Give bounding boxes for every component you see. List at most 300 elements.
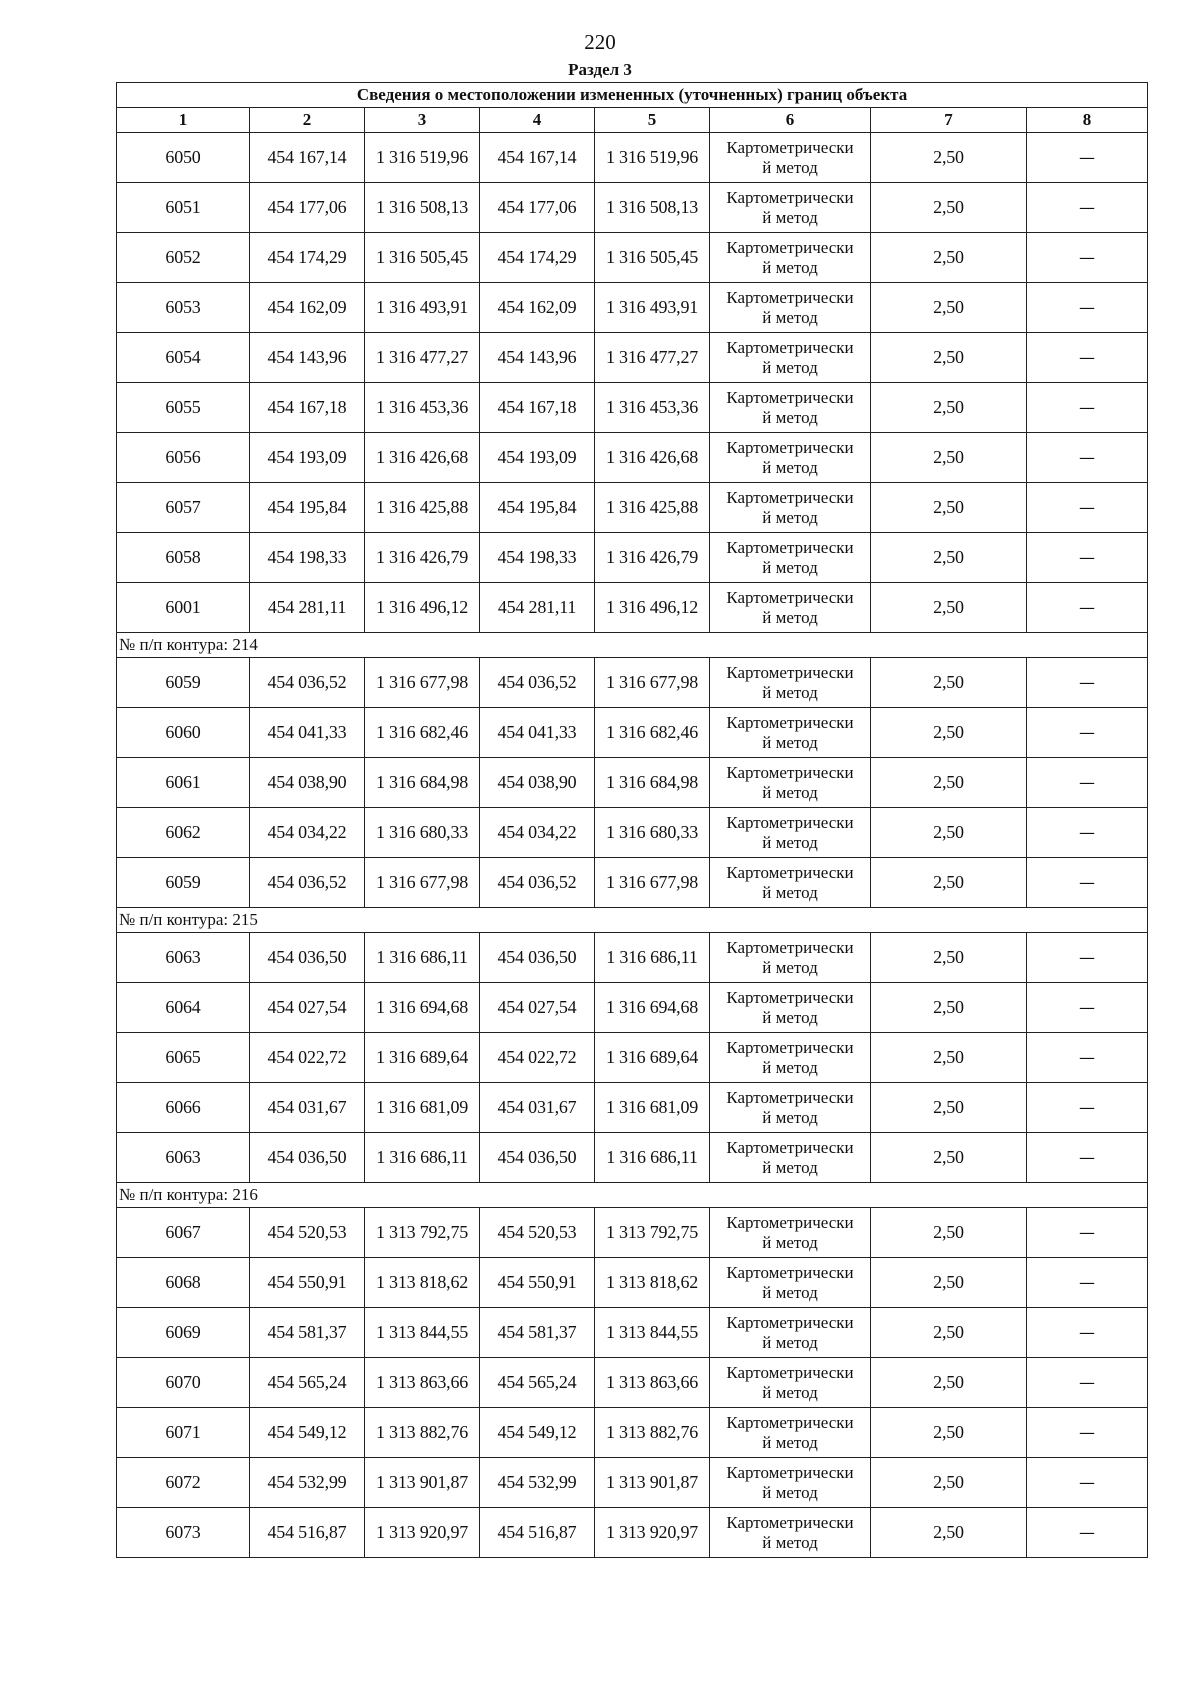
x-new-cell: 454 038,90 (480, 758, 595, 808)
description-cell: — (1027, 583, 1148, 633)
y-existing-cell: 1 316 686,11 (365, 933, 480, 983)
method-line-2: й метод (762, 1532, 818, 1552)
table-row (117, 933, 1148, 983)
y-new-cell: 1 316 686,11 (595, 1133, 710, 1183)
x-new-cell: 454 027,54 (480, 983, 595, 1033)
accuracy-cell: 2,50 (871, 183, 1027, 233)
x-existing-cell: 454 036,50 (250, 1133, 365, 1183)
y-new-cell: 1 313 792,75 (595, 1208, 710, 1258)
method-line-1: Картометрически (726, 1262, 854, 1282)
description-cell: — (1027, 658, 1148, 708)
method-cell (710, 1258, 871, 1308)
point-number-cell: 6064 (117, 983, 250, 1033)
method-cell (710, 283, 871, 333)
x-new-cell: 454 034,22 (480, 808, 595, 858)
table-row (117, 758, 1148, 808)
y-new-cell: 1 316 684,98 (595, 758, 710, 808)
table-row (117, 658, 1148, 708)
method-cell (710, 583, 871, 633)
x-existing-cell: 454 038,90 (250, 758, 365, 808)
method-line-2: й метод (762, 732, 818, 752)
y-new-cell: 1 316 680,33 (595, 808, 710, 858)
table-row (117, 1408, 1148, 1458)
x-new-cell: 454 167,18 (480, 383, 595, 433)
method-line-2: й метод (762, 457, 818, 477)
y-new-cell: 1 316 689,64 (595, 1033, 710, 1083)
column-number: 5 (595, 108, 710, 133)
method-line-1: Картометрически (726, 537, 854, 557)
x-existing-cell: 454 193,09 (250, 433, 365, 483)
table-row (117, 983, 1148, 1033)
accuracy-cell: 2,50 (871, 583, 1027, 633)
method-line-2: й метод (762, 1232, 818, 1252)
accuracy-cell: 2,50 (871, 1358, 1027, 1408)
accuracy-cell: 2,50 (871, 1308, 1027, 1358)
method-cell (710, 183, 871, 233)
y-existing-cell: 1 316 681,09 (365, 1083, 480, 1133)
point-number-cell: 6055 (117, 383, 250, 433)
x-existing-cell: 454 034,22 (250, 808, 365, 858)
contour-label: № п/п контура: 215 (117, 908, 1148, 933)
table-row (117, 533, 1148, 583)
point-number-cell: 6068 (117, 1258, 250, 1308)
method-cell (710, 483, 871, 533)
x-new-cell: 454 036,52 (480, 858, 595, 908)
method-cell (710, 758, 871, 808)
y-new-cell: 1 313 901,87 (595, 1458, 710, 1508)
method-line-2: й метод (762, 1007, 818, 1027)
x-existing-cell: 454 167,14 (250, 133, 365, 183)
method-line-2: й метод (762, 1382, 818, 1402)
method-line-1: Картометрически (726, 1412, 854, 1432)
method-line-1: Картометрически (726, 1087, 854, 1107)
method-line-1: Картометрически (726, 187, 854, 207)
method-line-2: й метод (762, 1282, 818, 1302)
method-line-2: й метод (762, 1157, 818, 1177)
method-line-2: й метод (762, 407, 818, 427)
point-number-cell: 6059 (117, 658, 250, 708)
accuracy-cell: 2,50 (871, 933, 1027, 983)
accuracy-cell: 2,50 (871, 1033, 1027, 1083)
method-cell (710, 1508, 871, 1558)
x-new-cell: 454 036,52 (480, 658, 595, 708)
table-row (117, 1083, 1148, 1133)
y-existing-cell: 1 316 684,98 (365, 758, 480, 808)
table-row (117, 1208, 1148, 1258)
accuracy-cell: 2,50 (871, 383, 1027, 433)
method-line-1: Картометрически (726, 712, 854, 732)
accuracy-cell: 2,50 (871, 658, 1027, 708)
table-row (117, 233, 1148, 283)
method-line-2: й метод (762, 557, 818, 577)
x-new-cell: 454 550,91 (480, 1258, 595, 1308)
y-existing-cell: 1 316 682,46 (365, 708, 480, 758)
y-new-cell: 1 313 818,62 (595, 1258, 710, 1308)
point-number-cell: 6063 (117, 933, 250, 983)
description-cell: — (1027, 533, 1148, 583)
x-new-cell: 454 174,29 (480, 233, 595, 283)
x-new-cell: 454 022,72 (480, 1033, 595, 1083)
x-existing-cell: 454 565,24 (250, 1358, 365, 1408)
table-row (117, 1358, 1148, 1408)
point-number-cell: 6066 (117, 1083, 250, 1133)
method-cell (710, 858, 871, 908)
y-new-cell: 1 316 496,12 (595, 583, 710, 633)
column-number: 8 (1027, 108, 1148, 133)
y-new-cell: 1 316 493,91 (595, 283, 710, 333)
accuracy-cell: 2,50 (871, 333, 1027, 383)
x-new-cell: 454 041,33 (480, 708, 595, 758)
y-new-cell: 1 316 519,96 (595, 133, 710, 183)
method-line-2: й метод (762, 957, 818, 977)
method-line-1: Картометрически (726, 387, 854, 407)
y-existing-cell: 1 316 493,91 (365, 283, 480, 333)
y-existing-cell: 1 316 694,68 (365, 983, 480, 1033)
y-existing-cell: 1 316 677,98 (365, 858, 480, 908)
table-row (117, 1258, 1148, 1308)
y-existing-cell: 1 313 792,75 (365, 1208, 480, 1258)
method-line-1: Картометрически (726, 862, 854, 882)
description-cell: — (1027, 1408, 1148, 1458)
section-title: Раздел 3 (568, 60, 632, 79)
point-number-cell: 6056 (117, 433, 250, 483)
point-number-cell: 6071 (117, 1408, 250, 1458)
method-line-2: й метод (762, 1057, 818, 1077)
description-cell: — (1027, 1208, 1148, 1258)
x-existing-cell: 454 550,91 (250, 1258, 365, 1308)
description-cell: — (1027, 858, 1148, 908)
method-line-1: Картометрически (726, 1212, 854, 1232)
x-existing-cell: 454 143,96 (250, 333, 365, 383)
method-cell (710, 133, 871, 183)
x-new-cell: 454 162,09 (480, 283, 595, 333)
table-row (117, 1508, 1148, 1558)
description-cell: — (1027, 283, 1148, 333)
table-row (117, 583, 1148, 633)
point-number-cell: 6073 (117, 1508, 250, 1558)
description-cell: — (1027, 483, 1148, 533)
x-new-cell: 454 198,33 (480, 533, 595, 583)
description-cell: — (1027, 433, 1148, 483)
table-row (117, 1133, 1148, 1183)
description-cell: — (1027, 1358, 1148, 1408)
table-row (117, 1033, 1148, 1083)
y-new-cell: 1 316 426,68 (595, 433, 710, 483)
point-number-cell: 6052 (117, 233, 250, 283)
method-cell (710, 1033, 871, 1083)
table-row (117, 333, 1148, 383)
accuracy-cell: 2,50 (871, 1083, 1027, 1133)
x-new-cell: 454 581,37 (480, 1308, 595, 1358)
description-cell: — (1027, 1458, 1148, 1508)
x-existing-cell: 454 036,52 (250, 658, 365, 708)
contour-header-row (117, 633, 1148, 658)
x-existing-cell: 454 027,54 (250, 983, 365, 1033)
x-existing-cell: 454 031,67 (250, 1083, 365, 1133)
y-new-cell: 1 316 425,88 (595, 483, 710, 533)
x-new-cell: 454 520,53 (480, 1208, 595, 1258)
method-line-1: Картометрически (726, 1362, 854, 1382)
column-number: 2 (250, 108, 365, 133)
table-row (117, 1458, 1148, 1508)
description-cell: — (1027, 933, 1148, 983)
method-line-1: Картометрически (726, 437, 854, 457)
description-cell: — (1027, 1033, 1148, 1083)
method-line-1: Картометрически (726, 337, 854, 357)
method-line-2: й метод (762, 357, 818, 377)
method-line-2: й метод (762, 1482, 818, 1502)
method-line-1: Картометрически (726, 237, 854, 257)
accuracy-cell: 2,50 (871, 233, 1027, 283)
method-line-1: Картометрически (726, 137, 854, 157)
y-existing-cell: 1 316 677,98 (365, 658, 480, 708)
accuracy-cell: 2,50 (871, 483, 1027, 533)
method-cell (710, 433, 871, 483)
y-new-cell: 1 316 505,45 (595, 233, 710, 283)
point-number-cell: 6050 (117, 133, 250, 183)
x-existing-cell: 454 022,72 (250, 1033, 365, 1083)
method-line-2: й метод (762, 682, 818, 702)
boundary-coordinates-table (116, 82, 1148, 1558)
x-existing-cell: 454 532,99 (250, 1458, 365, 1508)
method-line-2: й метод (762, 307, 818, 327)
x-existing-cell: 454 195,84 (250, 483, 365, 533)
y-new-cell: 1 316 682,46 (595, 708, 710, 758)
method-line-2: й метод (762, 1107, 818, 1127)
description-cell: — (1027, 808, 1148, 858)
contour-header-row (117, 908, 1148, 933)
method-line-2: й метод (762, 782, 818, 802)
method-cell (710, 1083, 871, 1133)
y-existing-cell: 1 313 844,55 (365, 1308, 480, 1358)
method-line-2: й метод (762, 1432, 818, 1452)
y-existing-cell: 1 316 426,68 (365, 433, 480, 483)
table-body (117, 133, 1148, 1558)
x-existing-cell: 454 520,53 (250, 1208, 365, 1258)
method-cell (710, 1133, 871, 1183)
column-number: 1 (117, 108, 250, 133)
method-line-1: Картометрически (726, 937, 854, 957)
point-number-cell: 6063 (117, 1133, 250, 1183)
x-existing-cell: 454 281,11 (250, 583, 365, 633)
method-cell (710, 1458, 871, 1508)
point-number-cell: 6054 (117, 333, 250, 383)
y-new-cell: 1 313 882,76 (595, 1408, 710, 1458)
method-line-2: й метод (762, 832, 818, 852)
y-new-cell: 1 316 694,68 (595, 983, 710, 1033)
x-new-cell: 454 143,96 (480, 333, 595, 383)
method-cell (710, 933, 871, 983)
point-number-cell: 6053 (117, 283, 250, 333)
x-existing-cell: 454 581,37 (250, 1308, 365, 1358)
x-new-cell: 454 532,99 (480, 1458, 595, 1508)
method-cell (710, 233, 871, 283)
contour-label: № п/п контура: 216 (117, 1183, 1148, 1208)
table-row (117, 1308, 1148, 1358)
table-row (117, 808, 1148, 858)
y-existing-cell: 1 316 477,27 (365, 333, 480, 383)
method-line-2: й метод (762, 1332, 818, 1352)
column-number-row (117, 108, 1148, 133)
y-existing-cell: 1 313 901,87 (365, 1458, 480, 1508)
y-new-cell: 1 316 677,98 (595, 858, 710, 908)
method-line-1: Картометрически (726, 662, 854, 682)
accuracy-cell: 2,50 (871, 708, 1027, 758)
method-line-1: Картометрически (726, 1462, 854, 1482)
column-number: 4 (480, 108, 595, 133)
method-cell (710, 1308, 871, 1358)
method-line-2: й метод (762, 607, 818, 627)
x-new-cell: 454 036,50 (480, 933, 595, 983)
description-cell: — (1027, 1258, 1148, 1308)
x-new-cell: 454 281,11 (480, 583, 595, 633)
y-existing-cell: 1 313 920,97 (365, 1508, 480, 1558)
method-cell (710, 1208, 871, 1258)
x-existing-cell: 454 174,29 (250, 233, 365, 283)
method-line-1: Картометрически (726, 1312, 854, 1332)
y-existing-cell: 1 316 496,12 (365, 583, 480, 633)
description-cell: — (1027, 183, 1148, 233)
y-existing-cell: 1 316 453,36 (365, 383, 480, 433)
method-line-2: й метод (762, 882, 818, 902)
accuracy-cell: 2,50 (871, 758, 1027, 808)
method-line-1: Картометрически (726, 1037, 854, 1057)
y-existing-cell: 1 316 689,64 (365, 1033, 480, 1083)
column-number: 7 (871, 108, 1027, 133)
y-new-cell: 1 313 844,55 (595, 1308, 710, 1358)
table-row (117, 383, 1148, 433)
method-line-2: й метод (762, 207, 818, 227)
x-existing-cell: 454 167,18 (250, 383, 365, 433)
y-new-cell: 1 316 677,98 (595, 658, 710, 708)
method-cell (710, 808, 871, 858)
page-number: 220 (584, 30, 616, 54)
x-existing-cell: 454 177,06 (250, 183, 365, 233)
x-existing-cell: 454 198,33 (250, 533, 365, 583)
y-existing-cell: 1 316 425,88 (365, 483, 480, 533)
method-cell (710, 1408, 871, 1458)
y-existing-cell: 1 316 505,45 (365, 233, 480, 283)
method-line-1: Картометрически (726, 587, 854, 607)
method-cell (710, 383, 871, 433)
y-existing-cell: 1 313 863,66 (365, 1358, 480, 1408)
method-line-1: Картометрически (726, 762, 854, 782)
point-number-cell: 6051 (117, 183, 250, 233)
y-new-cell: 1 316 453,36 (595, 383, 710, 433)
point-number-cell: 6057 (117, 483, 250, 533)
accuracy-cell: 2,50 (871, 1133, 1027, 1183)
accuracy-cell: 2,50 (871, 1208, 1027, 1258)
description-cell: — (1027, 333, 1148, 383)
y-new-cell: 1 316 686,11 (595, 933, 710, 983)
accuracy-cell: 2,50 (871, 283, 1027, 333)
table-row (117, 183, 1148, 233)
table-row (117, 133, 1148, 183)
y-new-cell: 1 313 863,66 (595, 1358, 710, 1408)
y-existing-cell: 1 316 686,11 (365, 1133, 480, 1183)
y-new-cell: 1 313 920,97 (595, 1508, 710, 1558)
accuracy-cell: 2,50 (871, 1458, 1027, 1508)
method-line-2: й метод (762, 507, 818, 527)
point-number-cell: 6061 (117, 758, 250, 808)
y-existing-cell: 1 316 508,13 (365, 183, 480, 233)
x-existing-cell: 454 516,87 (250, 1508, 365, 1558)
description-cell: — (1027, 233, 1148, 283)
accuracy-cell: 2,50 (871, 1508, 1027, 1558)
method-line-1: Картометрически (726, 287, 854, 307)
method-cell (710, 333, 871, 383)
y-existing-cell: 1 316 426,79 (365, 533, 480, 583)
accuracy-cell: 2,50 (871, 983, 1027, 1033)
method-line-1: Картометрически (726, 1512, 854, 1532)
table-row (117, 858, 1148, 908)
point-number-cell: 6065 (117, 1033, 250, 1083)
description-cell: — (1027, 758, 1148, 808)
method-line-1: Картометрически (726, 987, 854, 1007)
description-cell: — (1027, 133, 1148, 183)
contour-header-row (117, 1183, 1148, 1208)
description-cell: — (1027, 1133, 1148, 1183)
x-new-cell: 454 036,50 (480, 1133, 595, 1183)
method-cell (710, 658, 871, 708)
accuracy-cell: 2,50 (871, 433, 1027, 483)
method-line-1: Картометрически (726, 487, 854, 507)
point-number-cell: 6070 (117, 1358, 250, 1408)
y-existing-cell: 1 316 680,33 (365, 808, 480, 858)
column-number: 3 (365, 108, 480, 133)
description-cell: — (1027, 383, 1148, 433)
method-cell (710, 1358, 871, 1408)
method-line-1: Картометрически (726, 1137, 854, 1157)
table-row (117, 483, 1148, 533)
method-cell (710, 708, 871, 758)
accuracy-cell: 2,50 (871, 1408, 1027, 1458)
point-number-cell: 6072 (117, 1458, 250, 1508)
table-row (117, 433, 1148, 483)
y-existing-cell: 1 316 519,96 (365, 133, 480, 183)
point-number-cell: 6067 (117, 1208, 250, 1258)
description-cell: — (1027, 1508, 1148, 1558)
x-new-cell: 454 549,12 (480, 1408, 595, 1458)
x-new-cell: 454 193,09 (480, 433, 595, 483)
x-new-cell: 454 177,06 (480, 183, 595, 233)
accuracy-cell: 2,50 (871, 1258, 1027, 1308)
point-number-cell: 6058 (117, 533, 250, 583)
x-existing-cell: 454 036,52 (250, 858, 365, 908)
description-cell: — (1027, 1308, 1148, 1358)
description-cell: — (1027, 983, 1148, 1033)
y-existing-cell: 1 313 818,62 (365, 1258, 480, 1308)
y-new-cell: 1 316 477,27 (595, 333, 710, 383)
method-line-1: Картометрически (726, 812, 854, 832)
accuracy-cell: 2,50 (871, 533, 1027, 583)
table-row (117, 283, 1148, 333)
point-number-cell: 6069 (117, 1308, 250, 1358)
contour-label: № п/п контура: 214 (117, 633, 1148, 658)
table-row (117, 708, 1148, 758)
y-existing-cell: 1 313 882,76 (365, 1408, 480, 1458)
x-existing-cell: 454 549,12 (250, 1408, 365, 1458)
x-existing-cell: 454 041,33 (250, 708, 365, 758)
x-new-cell: 454 031,67 (480, 1083, 595, 1133)
column-number: 6 (710, 108, 871, 133)
x-new-cell: 454 195,84 (480, 483, 595, 533)
accuracy-cell: 2,50 (871, 808, 1027, 858)
x-new-cell: 454 516,87 (480, 1508, 595, 1558)
accuracy-cell: 2,50 (871, 858, 1027, 908)
x-new-cell: 454 565,24 (480, 1358, 595, 1408)
method-line-2: й метод (762, 257, 818, 277)
